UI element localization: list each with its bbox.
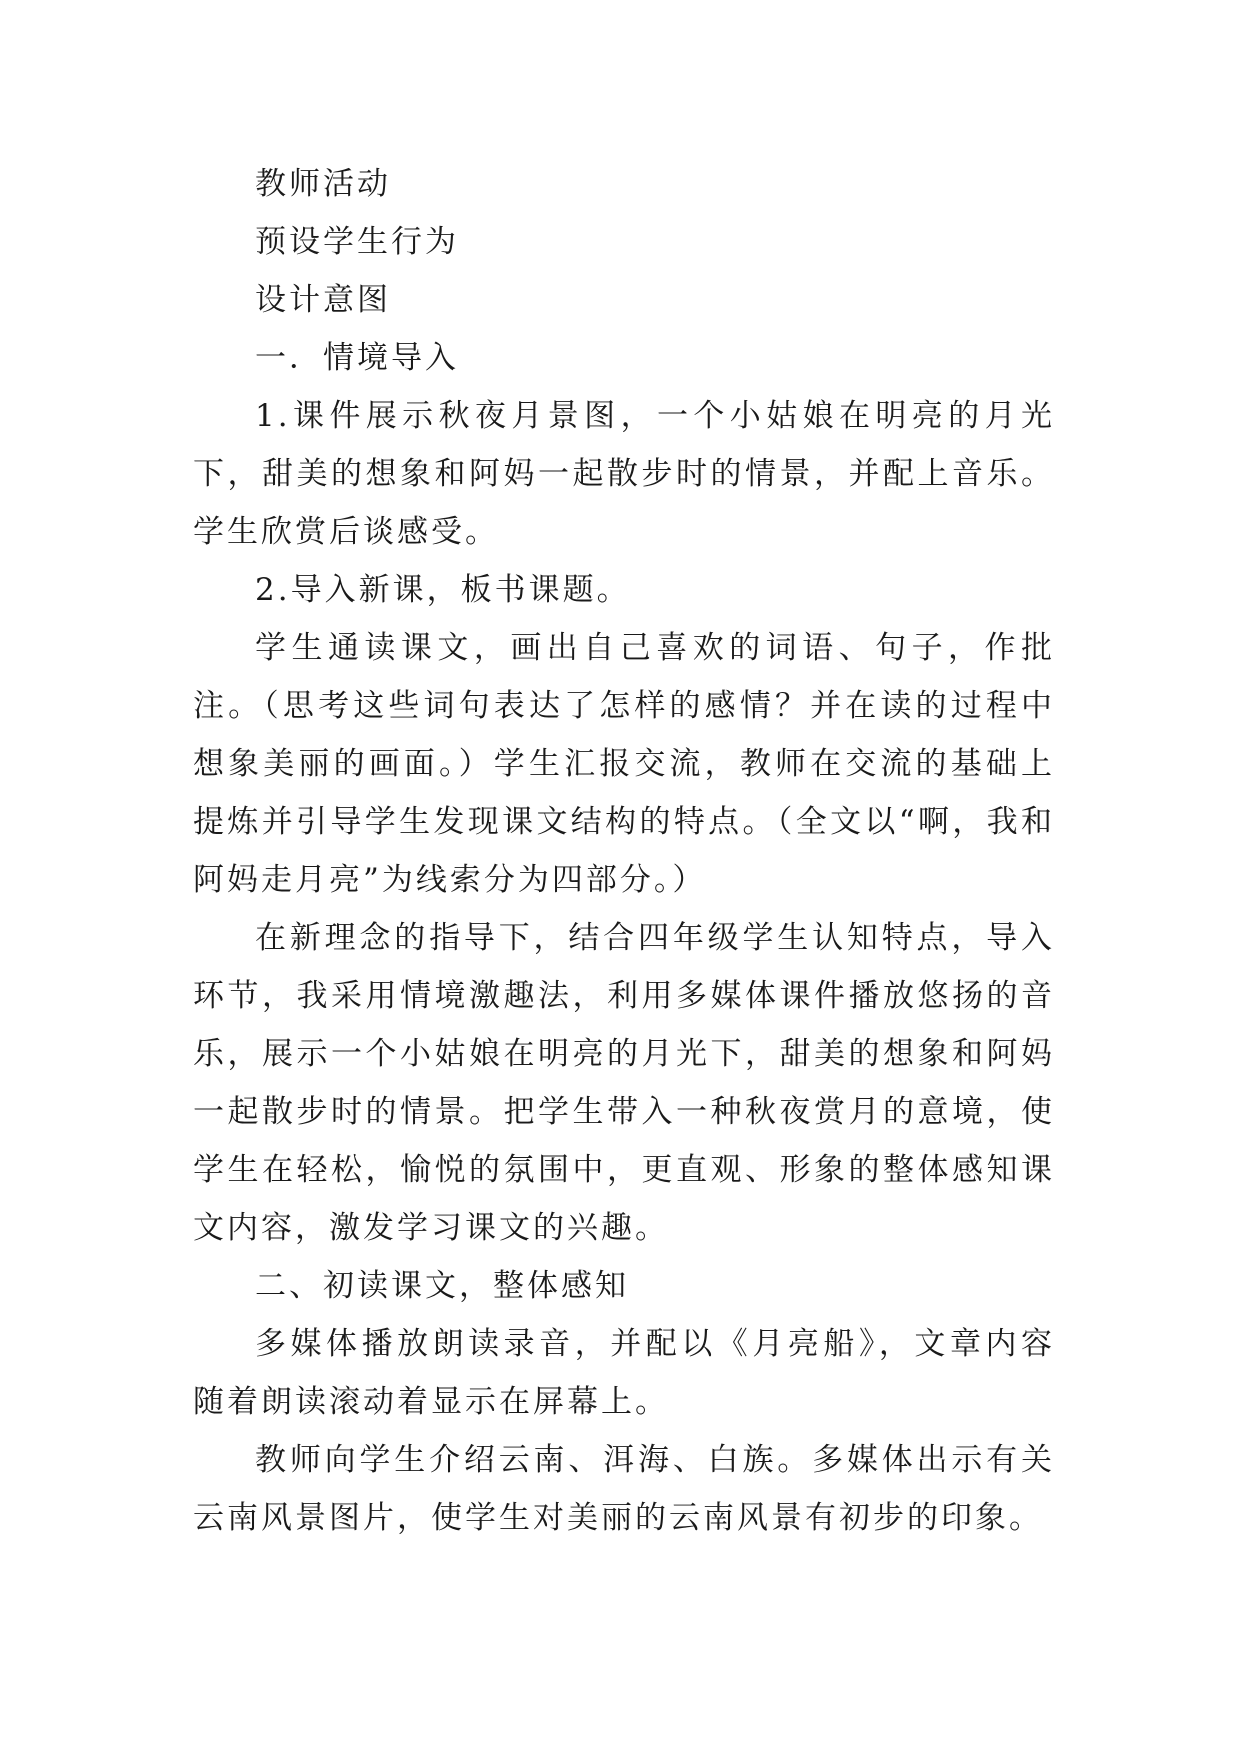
- paragraph-design-rationale: 在新理念的指导下，结合四年级学生认知特点，导入环节，我采用情境激趣法，利用多媒体课件播放悠扬的音乐，展示一个小姑娘在明亮的月光下，甜美的想象和阿妈一起散步时的情景。把学生带入一种秋夜赏月的意境，使学生在轻松，愉悦的氛围中，更直观、形象的整体感知课文内容，激发学习课文的兴趣。: [193, 920, 1055, 1246]
- paragraph-design-intent: 设计意图: [255, 282, 391, 318]
- paragraph-step-1: 1.课件展示秋夜月景图，一个小姑娘在明亮的月光下，甜美的想象和阿妈一起散步时的情景，并配上音乐。学生欣赏后谈感受。: [193, 398, 1055, 550]
- section-heading-1: 一．情境导入: [255, 340, 459, 376]
- paragraph-yunnan-intro: 教师向学生介绍云南、洱海、白族。多媒体出示有关云南风景图片，使学生对美丽的云南风景有初步的印象。: [193, 1442, 1055, 1536]
- paragraph-step-2: 2.导入新课，板书课题。: [255, 572, 631, 608]
- paragraph-student-behavior: 预设学生行为: [255, 224, 459, 260]
- paragraph-teacher-activity: 教师活动: [255, 166, 391, 202]
- section-heading-2: 二、初读课文，整体感知: [255, 1268, 629, 1304]
- paragraph-multimedia: 多媒体播放朗读录音，并配以《月亮船》，文章内容随着朗读滚动着显示在屏幕上。: [193, 1326, 1055, 1420]
- paragraph-student-reading: 学生通读课文，画出自己喜欢的词语、句子，作批注。（思考这些词句表达了怎样的感情？并在读的过程中想象美丽的画面。）学生汇报交流，教师在交流的基础上提炼并引导学生发现课文结构的特点。（全文以“啊，我和阿妈走月亮”为线索分为四部分。）: [193, 630, 1055, 898]
- document-body: [193, 155, 1055, 1547]
